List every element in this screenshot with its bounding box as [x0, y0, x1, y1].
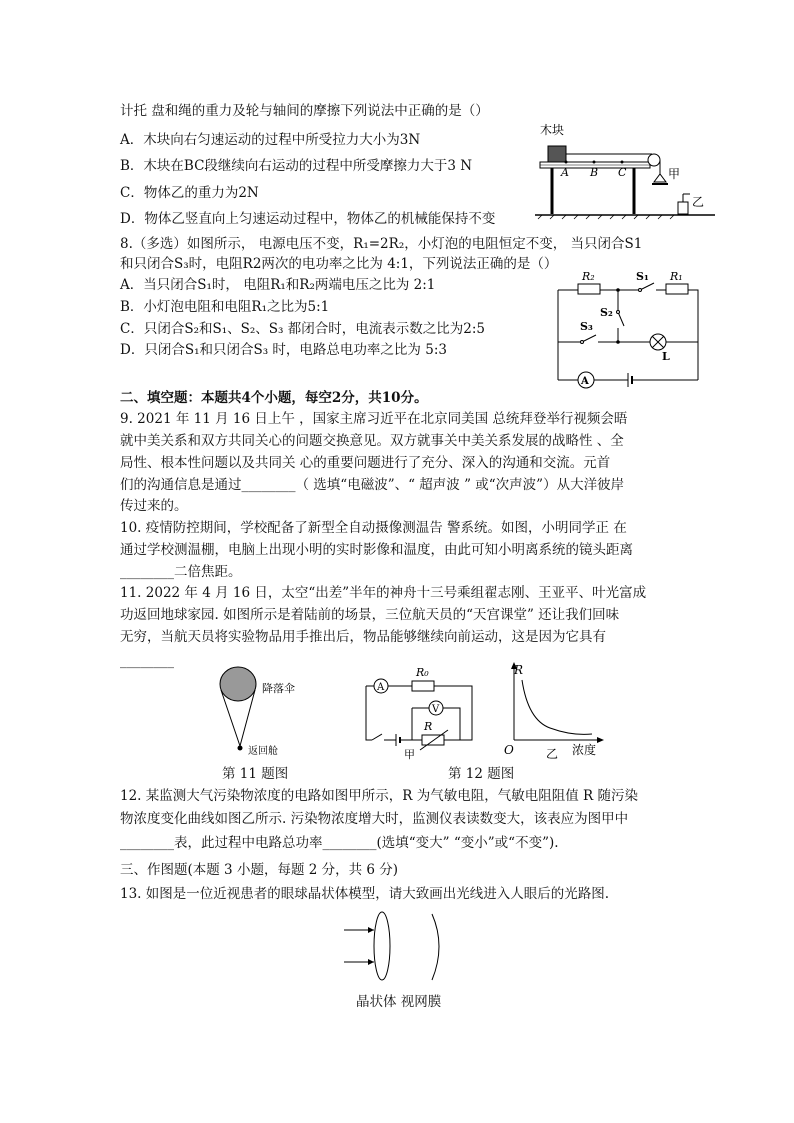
svg-text:A: A — [581, 376, 589, 387]
svg-text:V: V — [432, 704, 440, 715]
fig12-graph — [500, 660, 610, 760]
svg-text:降落伞: 降落伞 — [262, 682, 295, 695]
svg-text:浓度: 浓度 — [572, 743, 597, 757]
fig13-caption: 晶状体 视网膜 — [356, 994, 442, 1010]
svg-text:L: L — [662, 350, 670, 363]
svg-text:R₁: R₁ — [670, 270, 683, 283]
svg-text:R: R — [514, 663, 524, 677]
q12-line-3: ________表，此过程中电路总功率________(选填“变大” “变小”或“不变”). — [120, 835, 559, 851]
fig13-eye-model — [340, 910, 450, 990]
q13-stem: 13. 如图是一位近视患者的眼球晶状体模型，请大致画出光线进入人眼后的光路图. — [120, 886, 610, 902]
svg-text:S₁: S₁ — [636, 270, 649, 283]
svg-text:乙: 乙 — [692, 195, 705, 209]
q12-line-1: 12. 某监测大气污染物浓度的电路如图甲所示，R 为气敏电阻，气敏电阻阻值 R 随污染 — [120, 788, 638, 804]
q8-option-b: B．小灯泡电阻和电阻R₁之比为5:1 — [120, 299, 330, 315]
q8-circuit-figure — [548, 268, 708, 390]
q9-line-5: 传过来的。 — [120, 498, 188, 514]
wood-block — [548, 146, 566, 162]
q9-line-4: 们的沟通信息是通过________（ 选填“电磁波”、“ 超声波 ” 或“次声波”）从大洋彼岸 — [120, 477, 625, 493]
fig12-caption: 第 12 题图 — [448, 766, 515, 782]
q7-option-c: C．物体乙的重力为2N — [120, 185, 259, 201]
svg-text:返回舱: 返回舱 — [248, 746, 278, 757]
svg-text:乙: 乙 — [546, 747, 559, 760]
svg-text:S₂: S₂ — [600, 306, 613, 319]
q11-line-3: 无穷，当航天员将实验物品用手推出后，物品能够继续向前运动，这是因为它具有 — [120, 629, 606, 645]
svg-text:A: A — [561, 166, 569, 179]
q9-line-1: 9. 2021 年 11 月 16 日上午 ，国家主席习近平在北京同美国 总统拜登举行视频会晤 — [120, 411, 628, 427]
q7-option-b: B．木块在BC段继续向右运动的过程中所受摩擦力大于3 N — [120, 158, 473, 174]
object-yi — [678, 202, 688, 214]
q7-option-d: D．物体乙竖直向上匀速运动过程中，物体乙的机械能保持不变 — [120, 211, 496, 227]
q12-line-2: 物浓度变化曲线如图乙所示. 污染物浓度增大时，监测仪表读数变大，该表应为图甲中 — [120, 811, 629, 827]
svg-text:甲: 甲 — [404, 748, 415, 760]
svg-text:O: O — [504, 743, 514, 757]
q7-figure-table — [530, 122, 720, 222]
q9-line-2: 就中美关系和双方共同关心的问题交换意见。双方就事关中美关系发展的战略性 、全 — [120, 433, 624, 449]
section-3-heading: 三、作图题(本题 3 小题，每题 2 分，共 6 分) — [120, 862, 399, 878]
q11-line-1: 11. 2022 年 4 月 16 日，太空“出差”半年的神舟十三号乘组翟志刚、王亚平、叶光富成 — [120, 585, 647, 601]
svg-text:R: R — [424, 720, 433, 733]
fig12-circuit — [360, 660, 480, 760]
q8-option-a: A．当只闭合S₁时， 电阻R₁和R₂两端电压之比为 2:1 — [120, 277, 436, 293]
q7-stem: 计托 盘和绳的重力及轮与轴间的摩擦下列说法中正确的是（） — [120, 103, 489, 119]
q11-line-4: ________ — [120, 653, 174, 669]
q7-option-a: A．木块向右匀速运动的过程中所受拉力大小为3N — [120, 132, 421, 148]
q11-line-2: 功返回地球家园. 如图所示是着陆前的场景，三位航天员的“天宫课堂” 还让我们回味 — [120, 607, 620, 623]
q8-stem-line1: 8.（多选）如图所示， 电源电压不变，R₁=2R₂，小灯泡的电阻恒定不变， 当只闭合S1 — [120, 236, 643, 252]
fig11-parachute — [210, 664, 330, 759]
svg-text:甲: 甲 — [668, 167, 681, 181]
block-label: 木块 — [540, 123, 565, 137]
svg-text:S₃: S₃ — [580, 320, 593, 333]
svg-text:B: B — [590, 166, 599, 179]
q8-option-d: D．只闭合S₁和只闭合S₃ 时，电路总电功率之比为 5:3 — [120, 342, 447, 358]
q10-line-1: 10. 疫情防控期间，学校配备了新型全自动摄像测温告 警系统。如图，小明同学正 在 — [120, 520, 627, 536]
q10-line-3: ________二倍焦距。 — [120, 564, 242, 580]
q9-line-3: 局性、根本性问题以及共同关 心的重要问题进行了充分、深入的沟通和交流。元首 — [120, 455, 611, 471]
svg-text:A: A — [377, 682, 385, 693]
svg-text:C: C — [618, 166, 627, 179]
q10-line-2: 通过学校测温棚，电脑上出现小明的实时影像和温度，由此可知小明离系统的镜头距离 — [120, 542, 633, 558]
svg-text:R₀: R₀ — [416, 666, 429, 679]
q8-option-c: C．只闭合S₂和S₁、S₂、S₃ 都闭合时，电流表示数之比为2:5 — [120, 321, 485, 337]
q8-stem-line2: 和只闭合S₃时，电阻R2两次的电功率之比为 4:1，下列说法正确的是（） — [120, 256, 558, 272]
fig11-caption: 第 11 题图 — [222, 766, 289, 782]
svg-text:R₂: R₂ — [582, 270, 595, 283]
section-2-heading: 二、填空题：本题共4个小题，每空2分，共10分。 — [120, 390, 428, 406]
